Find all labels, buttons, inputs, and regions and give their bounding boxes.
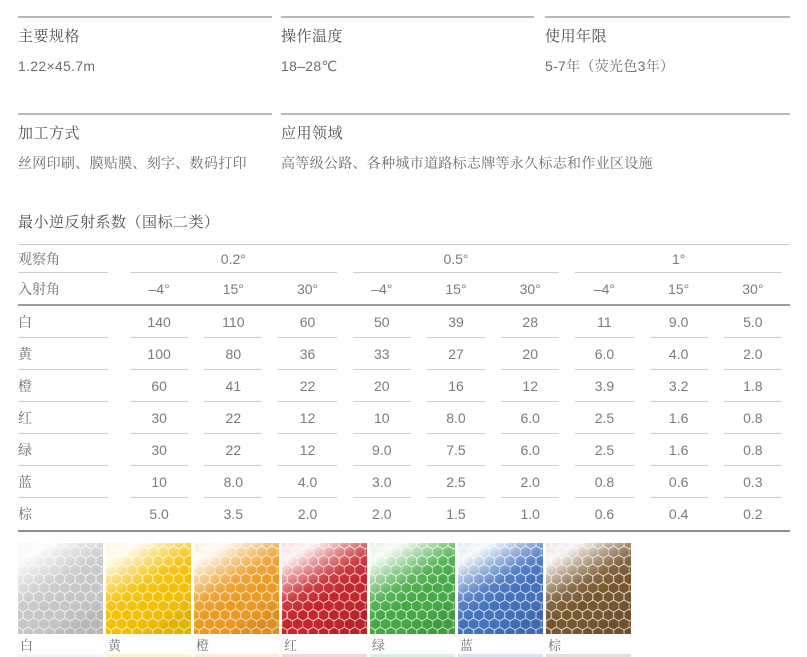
cell-value-3: 50: [345, 306, 419, 338]
row-label: 橙: [18, 370, 122, 402]
cell-value-1: 41: [196, 370, 270, 402]
observation-angle-value-1: 0.5°: [345, 245, 568, 273]
cell-value-7: 0.4: [668, 506, 689, 522]
swatch-label-红: 红: [284, 638, 298, 653]
cell-value-0: 10: [122, 466, 196, 498]
cell-value-0: 30: [122, 402, 196, 434]
entrance-angle-value-0-1: 15°: [222, 280, 244, 297]
cell-value-6: 2.5: [567, 402, 641, 434]
swatch-image-橙: [194, 543, 279, 634]
cell-value-4: 8.0: [419, 402, 493, 434]
cell-value-8: 1.8: [716, 370, 790, 402]
info-card-service-life: [545, 16, 790, 113]
cell-value-6: 6.0: [567, 338, 641, 370]
swatch-label-白: 白: [20, 638, 34, 653]
row-label: 绿: [18, 434, 122, 466]
table-title: 最小逆反射系数（国标二类）: [18, 214, 220, 231]
info-card-applications: [281, 113, 790, 205]
cell-value-3: 20: [345, 370, 419, 402]
entrance-angle-value-2-0: –4°: [593, 280, 615, 297]
row-label: 黄: [18, 338, 122, 370]
info-value: 1.22×45.7m: [18, 58, 96, 74]
cell-value-3: 3.0: [345, 466, 419, 498]
entrance-angle-value-0-2: 30°: [296, 280, 319, 297]
cell-value-3: 2.0: [372, 506, 392, 522]
table-row-白: [18, 306, 790, 338]
cell-value-1: 8.0: [196, 466, 270, 498]
cell-value-0: 100: [122, 338, 196, 370]
swatch-image-绿: [370, 543, 455, 634]
cell-value-0: 30: [122, 434, 196, 466]
entrance-angle-value-2-1: 15°: [668, 280, 690, 297]
swatch-白: [18, 543, 103, 657]
swatch-label-黄: 黄: [108, 638, 122, 653]
info-title: 使用年限: [545, 28, 608, 45]
table-bottom-line: [18, 530, 790, 532]
info-title: 操作温度: [281, 28, 344, 45]
cell-value-4: 27: [419, 338, 493, 370]
cell-value-0: 5.0: [149, 506, 169, 522]
cell-value-4: 2.5: [419, 466, 493, 498]
cell-value-2: 36: [270, 338, 344, 370]
swatch-蓝: [458, 543, 543, 657]
swatch-label-绿: 绿: [372, 638, 386, 653]
cell-value-7: 4.0: [642, 338, 716, 370]
swatch-label-橙: 橙: [196, 638, 210, 653]
cell-value-5: 6.0: [493, 402, 567, 434]
entrance-angle-value-1-0: –4°: [371, 280, 393, 297]
info-row-2: [18, 113, 790, 205]
cell-value-4: 7.5: [419, 434, 493, 466]
cell-value-7: 0.6: [642, 466, 716, 498]
cell-value-2: 2.0: [297, 506, 318, 522]
observation-angle-label: 观察角: [18, 245, 122, 273]
info-row-1: [18, 16, 790, 113]
observation-angle-row: [18, 245, 790, 273]
cell-value-3: 9.0: [345, 434, 419, 466]
table-row-黄: [18, 338, 790, 370]
cell-value-2: 12: [270, 434, 344, 466]
cell-value-0: 140: [122, 306, 196, 338]
row-label: 白: [18, 306, 122, 338]
entrance-angle-value-1-2: 30°: [519, 280, 541, 297]
swatch-image-蓝: [458, 543, 543, 634]
cell-value-7: 1.6: [642, 402, 716, 434]
cell-value-5: 2.0: [493, 466, 567, 498]
color-swatch-strip: [18, 543, 790, 657]
observation-angle-value-2: 1°: [567, 245, 790, 273]
swatch-image-黄: [106, 543, 191, 634]
cell-value-5: 28: [493, 306, 567, 338]
cell-value-6: 0.6: [594, 506, 615, 522]
cell-value-6: 3.9: [567, 370, 641, 402]
cell-value-2: 12: [270, 402, 344, 434]
cell-value-2: 4.0: [270, 466, 344, 498]
retro-table: [18, 244, 790, 532]
cell-value-7: 9.0: [642, 306, 716, 338]
cell-value-1: 80: [196, 338, 270, 370]
swatch-label-棕: 棕: [548, 638, 562, 653]
cell-value-6: 0.8: [567, 466, 641, 498]
swatch-棕: [546, 543, 631, 657]
cell-value-3: 10: [345, 402, 419, 434]
swatch-image-白: [18, 543, 103, 634]
cell-value-8: 5.0: [716, 306, 790, 338]
entrance-angle-value-2-2: 30°: [742, 280, 764, 297]
cell-value-5: 12: [493, 370, 567, 402]
cell-value-1: 22: [196, 402, 270, 434]
info-card-processing: [18, 113, 272, 205]
table-row-绿: [18, 434, 790, 466]
info-title: 加工方式: [18, 125, 81, 142]
info-value: 18–28℃: [281, 58, 338, 74]
swatch-红: [282, 543, 367, 657]
cell-value-8: 0.8: [716, 434, 790, 466]
cell-value-1: 110: [196, 306, 270, 338]
cell-value-8: 0.2: [743, 506, 763, 522]
info-value: 5-7年（荧光色3年）: [545, 58, 675, 74]
cell-value-6: 2.5: [567, 434, 641, 466]
table-row-棕: [18, 498, 790, 530]
entrance-angle-row: [18, 273, 790, 304]
observation-angle-value-0: 0.2°: [122, 245, 345, 273]
cell-value-4: 16: [419, 370, 493, 402]
cell-value-4: 39: [419, 306, 493, 338]
row-label: 棕: [18, 506, 32, 522]
cell-value-3: 33: [345, 338, 419, 370]
cell-value-8: 0.3: [716, 466, 790, 498]
cell-value-5: 20: [493, 338, 567, 370]
info-value: 丝网印刷、膜贴膜、刻字、数码打印: [18, 155, 247, 171]
table-row-蓝: [18, 466, 790, 498]
cell-value-5: 6.0: [493, 434, 567, 466]
cell-value-0: 60: [122, 370, 196, 402]
cell-value-8: 0.8: [716, 402, 790, 434]
cell-value-8: 2.0: [716, 338, 790, 370]
swatch-橙: [194, 543, 279, 657]
info-card-main-spec: [18, 16, 272, 113]
cell-value-4: 1.5: [446, 506, 466, 522]
cell-value-6: 11: [567, 306, 641, 338]
cell-value-1: 3.5: [223, 506, 244, 522]
info-card-operating-temp: [281, 16, 534, 113]
cell-value-7: 1.6: [642, 434, 716, 466]
entrance-angle-value-0-0: –4°: [148, 280, 170, 297]
cell-value-5: 1.0: [520, 506, 540, 522]
info-title: 应用领域: [281, 125, 344, 142]
cell-value-2: 60: [270, 306, 344, 338]
swatch-image-红: [282, 543, 367, 634]
table-row-橙: [18, 370, 790, 402]
swatch-绿: [370, 543, 455, 657]
swatch-image-棕: [546, 543, 631, 634]
table-body: [18, 306, 790, 530]
table-row-红: [18, 402, 790, 434]
entrance-angle-value-1-1: 15°: [445, 280, 467, 297]
cell-value-2: 22: [270, 370, 344, 402]
row-label: 红: [18, 402, 122, 434]
entrance-angle-label: 入射角: [18, 280, 60, 297]
info-title: 主要规格: [18, 28, 81, 45]
swatch-label-蓝: 蓝: [460, 638, 474, 653]
cell-value-1: 22: [196, 434, 270, 466]
row-label: 蓝: [18, 466, 122, 498]
cell-value-7: 3.2: [642, 370, 716, 402]
swatch-黄: [106, 543, 191, 657]
info-value: 高等级公路、各种城市道路标志牌等永久标志和作业区设施: [281, 155, 653, 171]
